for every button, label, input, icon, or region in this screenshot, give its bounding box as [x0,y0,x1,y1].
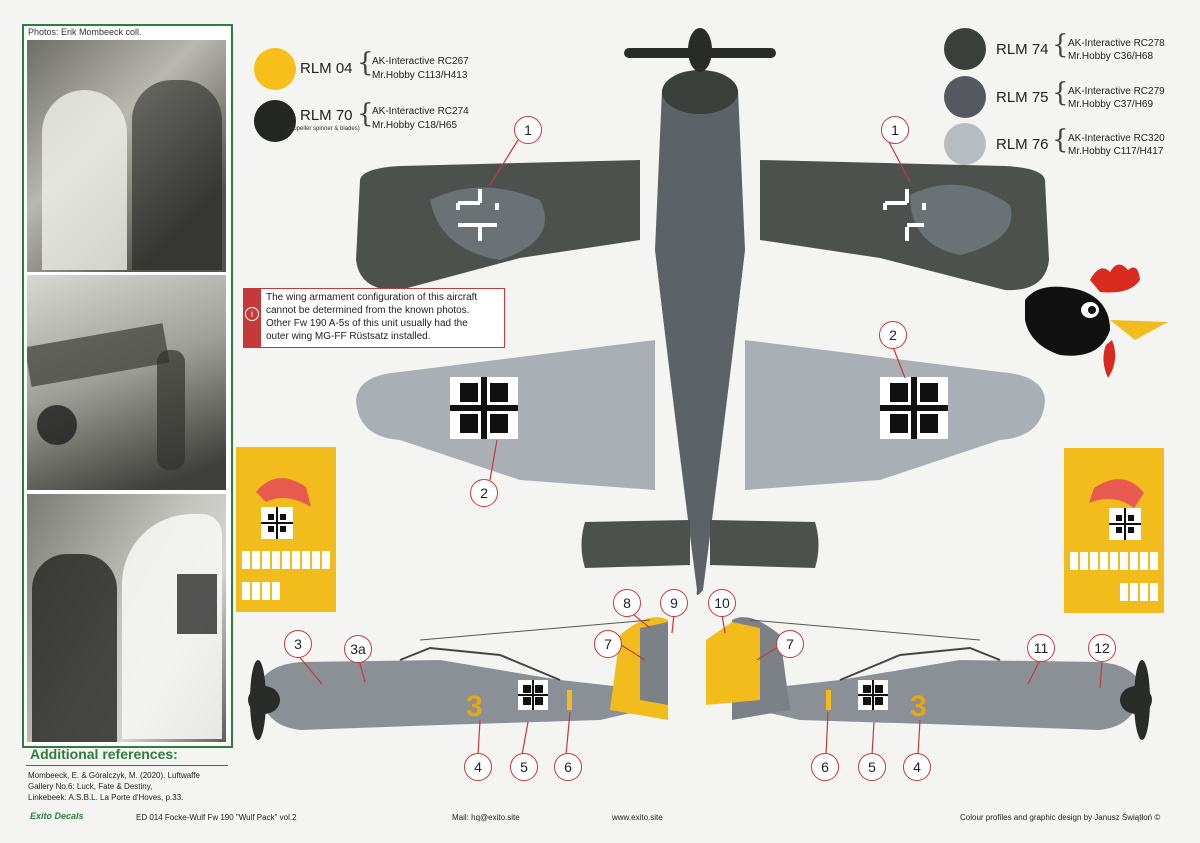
paint-ref: AK-Interactive RC278 [1068,38,1165,49]
callout-12: 12 [1088,634,1116,662]
warning-line: Other Fw 190 A-5s of this unit usually had the [266,318,468,329]
victory-markings-icon [1064,448,1164,613]
aircraft-number-left: 3 [466,690,483,723]
website: www.exito.site [612,813,663,822]
paint-ref: AK-Interactive RC274 [372,106,469,117]
callout-5-left: 5 [510,753,538,781]
callout-6-left: 6 [554,753,582,781]
callout-11: 11 [1027,634,1055,662]
callout-2-under-left: 2 [470,479,498,507]
additional-references-title: Additional references: [30,746,178,762]
reference-line: Linkebeek: A.S.B.L. La Porte d'Hoves, p.33. [28,793,184,802]
callout-3: 3 [284,630,312,658]
contact-mail: Mail: hq@exito.site [452,813,520,822]
brace: { [357,48,374,78]
callout-8: 8 [613,589,641,617]
reference-line: Gallery No.6: Luck, Fate & Destiny, [28,782,153,791]
warning-line: The wing armament configuration of this aircraft [266,292,478,303]
callout-4-right: 4 [903,753,931,781]
callout-5-right: 5 [858,753,886,781]
paint-ref: AK-Interactive RC279 [1068,86,1165,97]
info-icon: i [245,307,259,321]
callout-4-left: 4 [464,753,492,781]
product-title: ED 014 Focke-Wulf Fw 190 "Wulf Pack" vol.2 [136,813,297,822]
decal-panel-left [236,447,336,612]
color-note: (propeller spinner & blades) [286,126,360,132]
callout-1-top-right: 1 [881,116,909,144]
brace: { [1052,78,1069,108]
callout-10: 10 [708,589,736,617]
color-name: RLM 04 [300,60,353,77]
callout-3a: 3a [344,635,372,663]
brace: { [1052,125,1069,155]
callout-6-right: 6 [811,753,839,781]
paint-ref: Mr.Hobby C36/H68 [1068,51,1154,62]
callout-7-right: 7 [776,630,804,658]
brace: { [357,99,374,129]
callout-9: 9 [660,589,688,617]
right-side-profile [706,617,1152,740]
paint-ref: Mr.Hobby C113/H413 [372,70,468,81]
callout-2-under-right: 2 [879,321,907,349]
brace: { [1052,30,1069,60]
color-name: RLM 75 [996,89,1049,106]
color-name: RLM 70 [300,107,353,124]
color-name: RLM 74 [996,41,1049,58]
exito-decals-logo: Exito Decals [30,811,84,821]
callout-1-top-left: 1 [514,116,542,144]
warning-line: outer wing MG-FF Rüstsatz installed. [266,331,431,342]
design-credit: Colour profiles and graphic design by Janusz Świątłoń © [960,813,1161,822]
rooster-emblem [1025,264,1168,378]
victory-markings-icon [236,447,336,612]
reference-line: Mombeeck, E. & Góralczyk, M. (2020). Luftwaffe [28,771,200,780]
paint-ref: AK-Interactive RC267 [372,56,469,67]
aircraft-number-right: 3 [910,690,927,723]
warning-line: cannot be determined from the known photos. [266,305,470,316]
paint-ref: Mr.Hobby C37/H69 [1068,99,1154,110]
paint-ref: Mr.Hobby C117/H417 [1068,146,1164,157]
color-name: RLM 76 [996,136,1049,153]
callout-7-left: 7 [594,630,622,658]
photo-caption: Photos: Erik Mombeeck coll. [28,27,142,37]
decal-panel-right [1064,448,1164,613]
paint-ref: AK-Interactive RC320 [1068,133,1165,144]
paint-ref: Mr.Hobby C18/H65 [372,120,458,131]
